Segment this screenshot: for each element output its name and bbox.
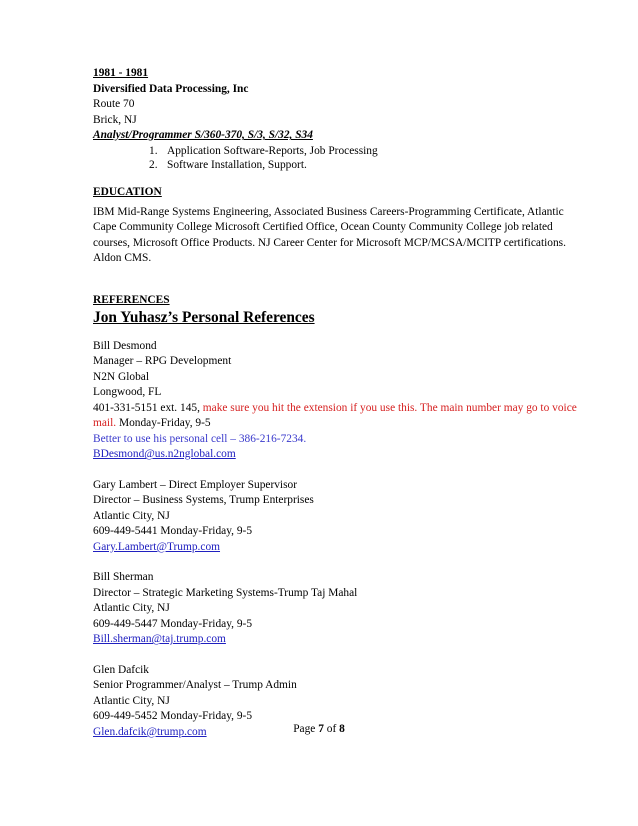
job-duties-list [93, 144, 583, 173]
job-address-line-1: Route 70 [93, 98, 135, 110]
job-duty-number: 2. [149, 159, 158, 172]
footer-page-current: 7 [318, 723, 324, 735]
resume-page [93, 66, 583, 740]
education-text: IBM Mid-Range Systems Engineering, Associated Business Careers-Programming Certificate, Atlantic Cape Community College Microsoft Certified Office, Ocean County Community College job related courses, Microsoft Office Products. NJ Career Center for Microsoft MCP/MCSA/MCITP certifications. Aldon CMS. [93, 205, 566, 265]
reference-company: N2N Global [93, 370, 149, 383]
footer-page-prefix: Page [293, 723, 319, 735]
reference-email-link[interactable]: Glen.dafcik@trump.com [93, 725, 207, 738]
reference-location: Atlantic City, NJ [93, 694, 170, 707]
references-title: Jon Yuhasz’s Personal References [93, 308, 315, 326]
reference-phone: 609-449-5441 Monday-Friday, 9-5 [93, 525, 253, 538]
job-title: Analyst/Programmer S/360-370, S/3, S/32, S34 [93, 129, 313, 141]
reference-cell-note: Better to use his personal cell – 386-216-7234. [93, 432, 307, 445]
reference-entry [93, 570, 583, 648]
job-dates: 1981 - 1981 [93, 67, 149, 79]
job-duty-number: 1. [149, 144, 158, 157]
job-duty-item [93, 158, 583, 173]
footer-page-of: of [323, 723, 340, 735]
reference-email-link[interactable]: Gary.Lambert@Trump.com [93, 540, 221, 553]
footer-page-total: 8 [339, 723, 345, 735]
reference-role: Director – Business Systems, Trump Enterprises [93, 494, 314, 507]
reference-phone-note [93, 401, 583, 432]
reference-name: Bill Sherman [93, 571, 154, 584]
reference-phone: 401-331-5151 ext. 145, [93, 401, 200, 414]
job-entry [93, 66, 583, 173]
references-heading: REFERENCES [93, 293, 170, 306]
reference-location: Longwood, FL [93, 386, 162, 399]
reference-location: Atlantic City, NJ [93, 509, 170, 522]
reference-role: Senior Programmer/Analyst – Trump Admin [93, 679, 297, 692]
reference-entry [93, 478, 583, 556]
reference-name: Bill Desmond [93, 339, 157, 352]
job-address-line-2: Brick, NJ [93, 113, 137, 126]
education-heading: EDUCATION [93, 185, 162, 198]
reference-role: Manager – RPG Development [93, 355, 232, 368]
job-company: Diversified Data Processing, Inc [93, 82, 249, 95]
job-duty-item [93, 144, 583, 159]
reference-email-link[interactable]: BDesmond@us.n2nglobal.com [93, 448, 236, 461]
reference-entry [93, 339, 583, 463]
reference-name: Gary Lambert – Direct Employer Supervisor [93, 478, 298, 491]
reference-name: Glen Dafcik [93, 663, 149, 676]
reference-phone: 609-449-5447 Monday-Friday, 9-5 [93, 617, 253, 630]
page-footer [0, 722, 638, 737]
job-duty-text: Software Installation, Support. [167, 159, 307, 172]
reference-hours: Monday-Friday, 9-5 [116, 417, 211, 430]
reference-email-link[interactable]: Bill.sherman@taj.trump.com [93, 633, 226, 646]
job-duty-text: Application Software-Reports, Job Processing [167, 144, 378, 157]
reference-extension-note: make sure you hit the extension if you use this. The main number may go to voice mail. [93, 401, 577, 430]
reference-location: Atlantic City, NJ [93, 602, 170, 615]
reference-phone: 609-449-5452 Monday-Friday, 9-5 [93, 710, 253, 723]
reference-role: Director – Strategic Marketing Systems-Trump Taj Mahal [93, 586, 358, 599]
